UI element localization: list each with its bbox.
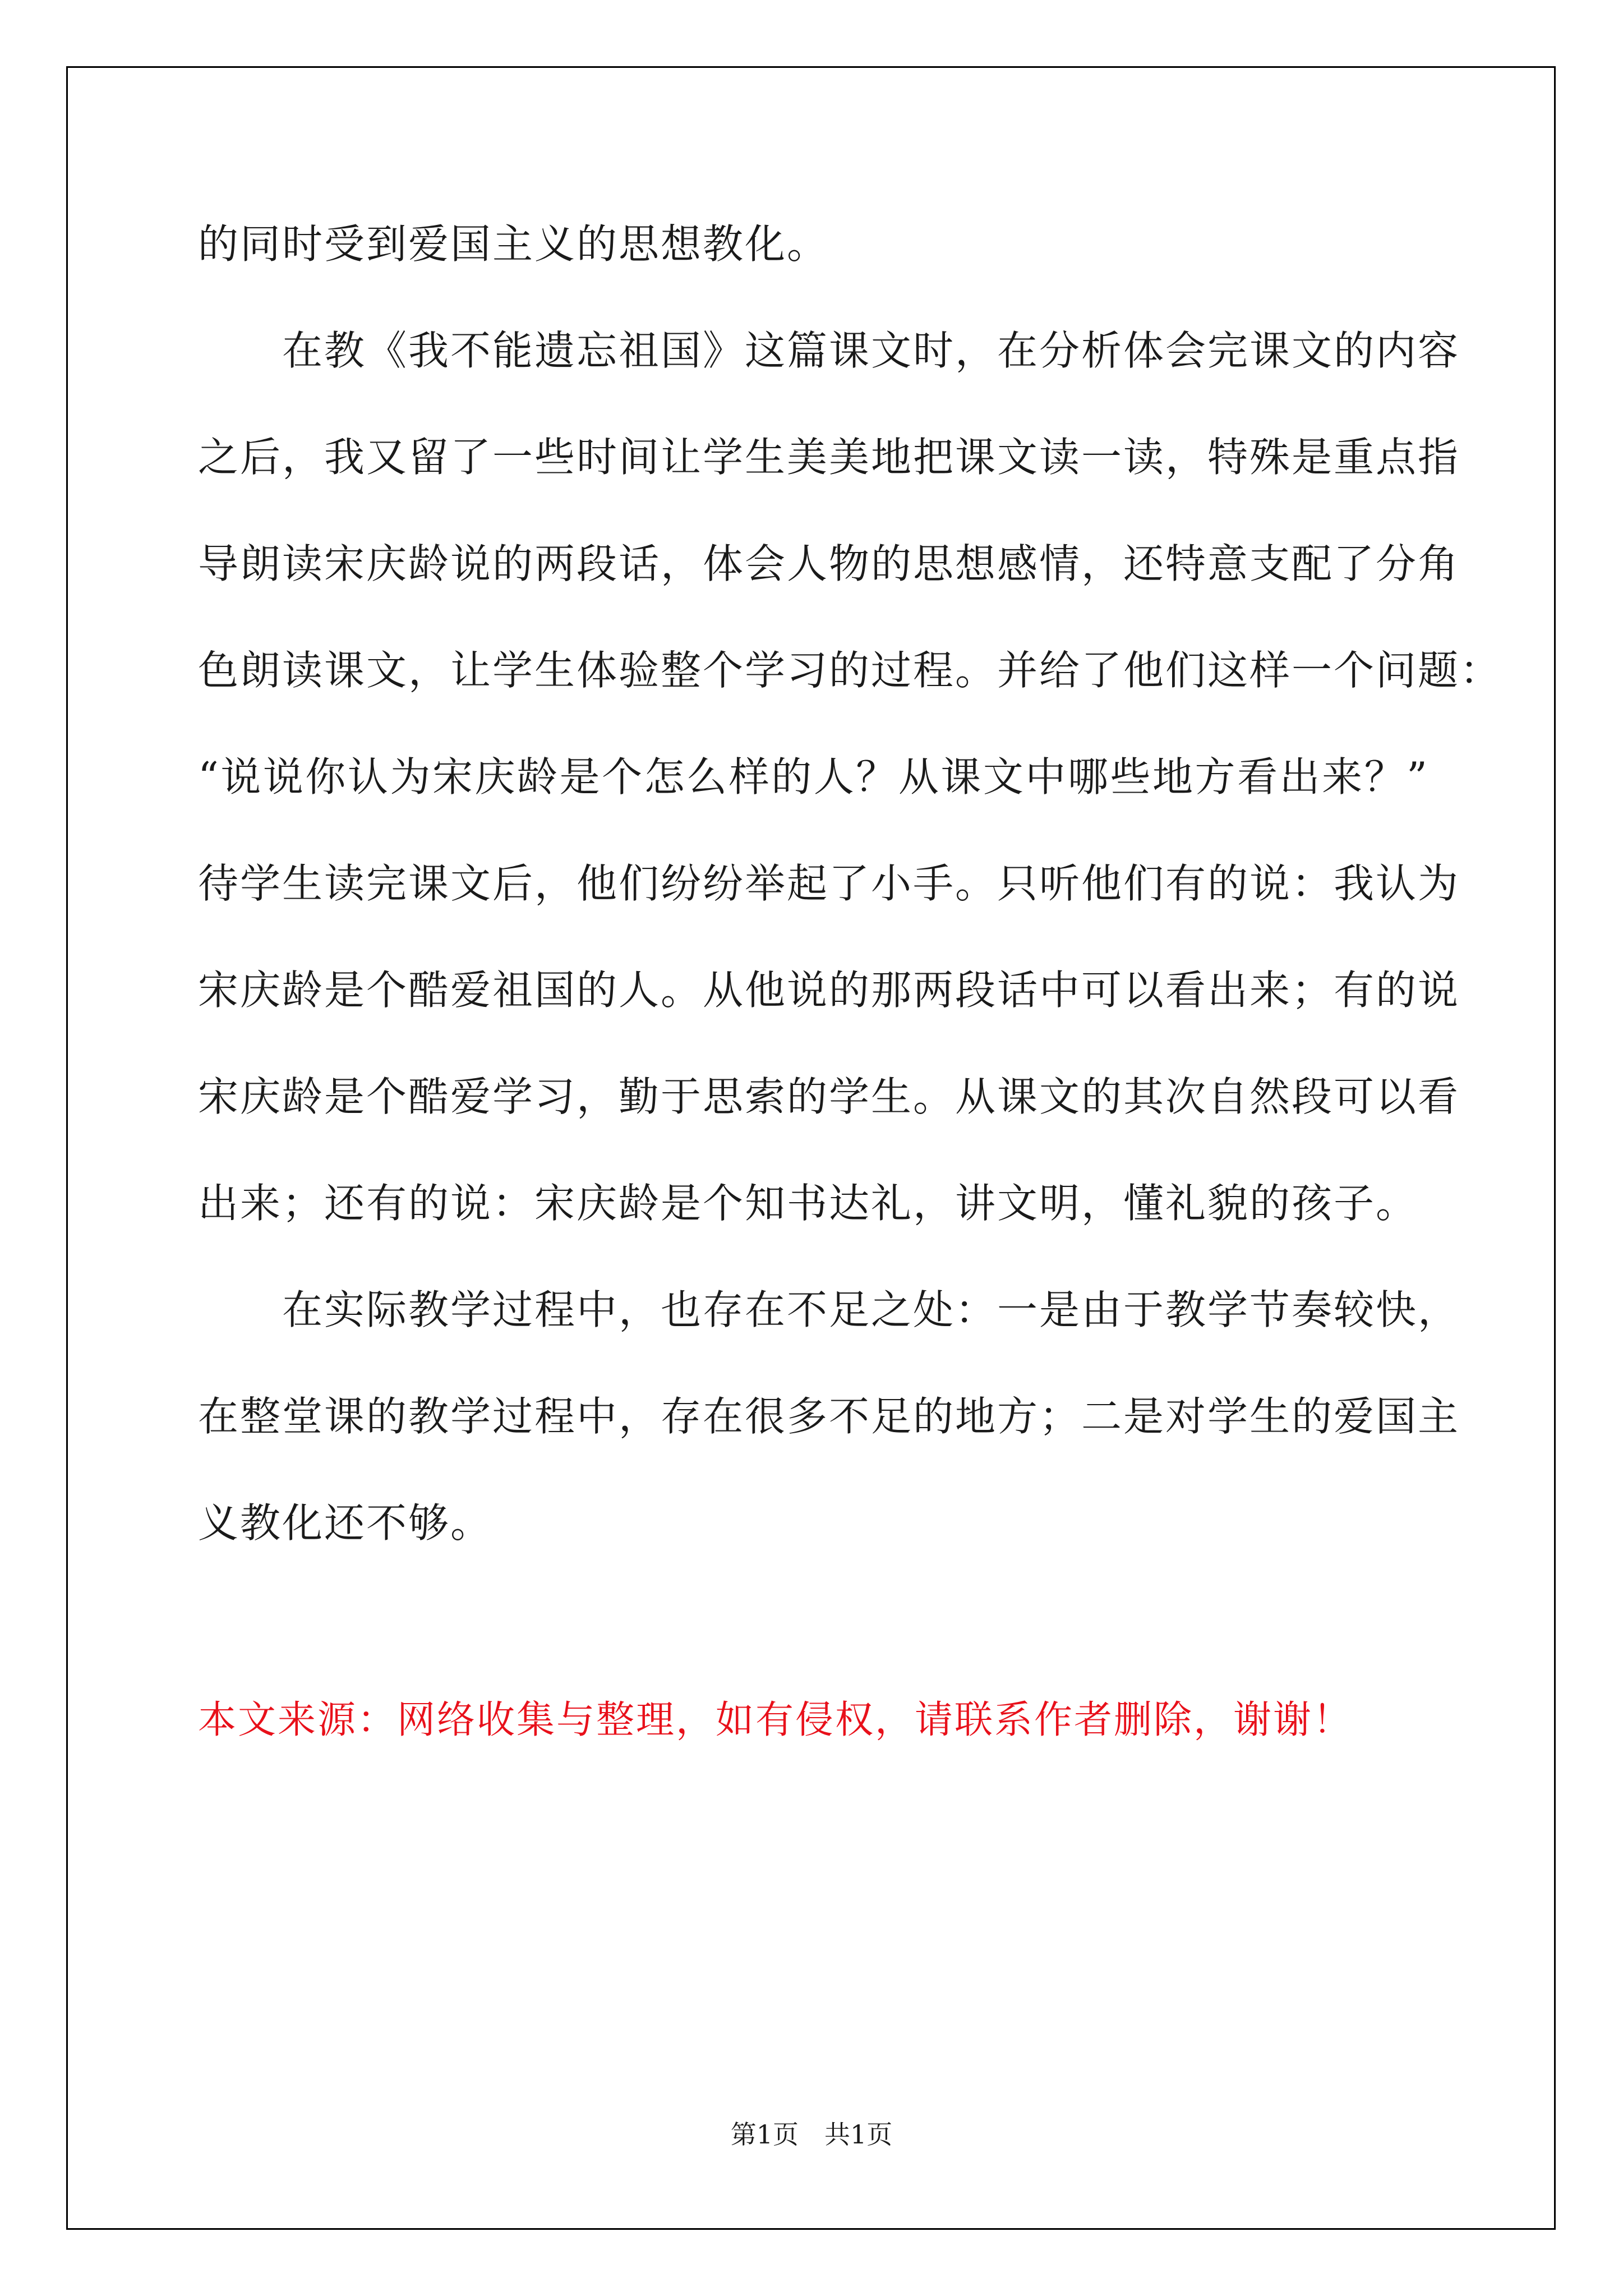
paragraph-line: 在实际教学过程中，也存在不足之处：一是由于教学节奏较快， bbox=[282, 1286, 1460, 1333]
document-body bbox=[198, 208, 1502, 1593]
paragraph-line: 之后，我又留了一些时间让学生美美地把课文读一读，特殊是重点指 bbox=[198, 434, 1460, 481]
paragraph-line: “说说你认为宋庆龄是个怎么样的人？从课文中哪些地方看出来？” bbox=[198, 753, 1429, 800]
paragraph-line: 的同时受到爱国主义的思想教化。 bbox=[198, 220, 829, 268]
paragraph-line: 宋庆龄是个酷爱祖国的人。从他说的那两段话中可以看出来；有的说 bbox=[198, 967, 1460, 1014]
paragraph-line: 出来；还有的说：宋庆龄是个知书达礼，讲文明，懂礼貌的孩子。 bbox=[198, 1180, 1418, 1227]
paragraph-line: 待学生读完课文后，他们纷纷举起了小手。只听他们有的说：我认为 bbox=[198, 860, 1460, 907]
paragraph-line: 义教化还不够。 bbox=[198, 1499, 493, 1547]
paragraph-line: 宋庆龄是个酷爱学习，勤于思索的学生。从课文的其次自然段可以看 bbox=[198, 1073, 1460, 1120]
paragraph-line: 色朗读课文，让学生体验整个学习的过程。并给了他们这样一个问题： bbox=[198, 647, 1502, 694]
paragraph-line: 导朗读宋庆龄说的两段话，体会人物的思想感情，还特意支配了分角 bbox=[198, 540, 1460, 587]
source-disclaimer: 本文来源：网络收集与整理，如有侵权，请联系作者删除，谢谢！ bbox=[198, 1698, 1353, 1742]
paragraph-line: 在整堂课的教学过程中，存在很多不足的地方；二是对学生的爱国主 bbox=[198, 1393, 1460, 1440]
page-number-footer: 第1页 共1页 bbox=[730, 2119, 893, 2150]
paragraph-line: 在教《我不能遗忘祖国》这篇课文时，在分析体会完课文的内容 bbox=[282, 327, 1460, 374]
